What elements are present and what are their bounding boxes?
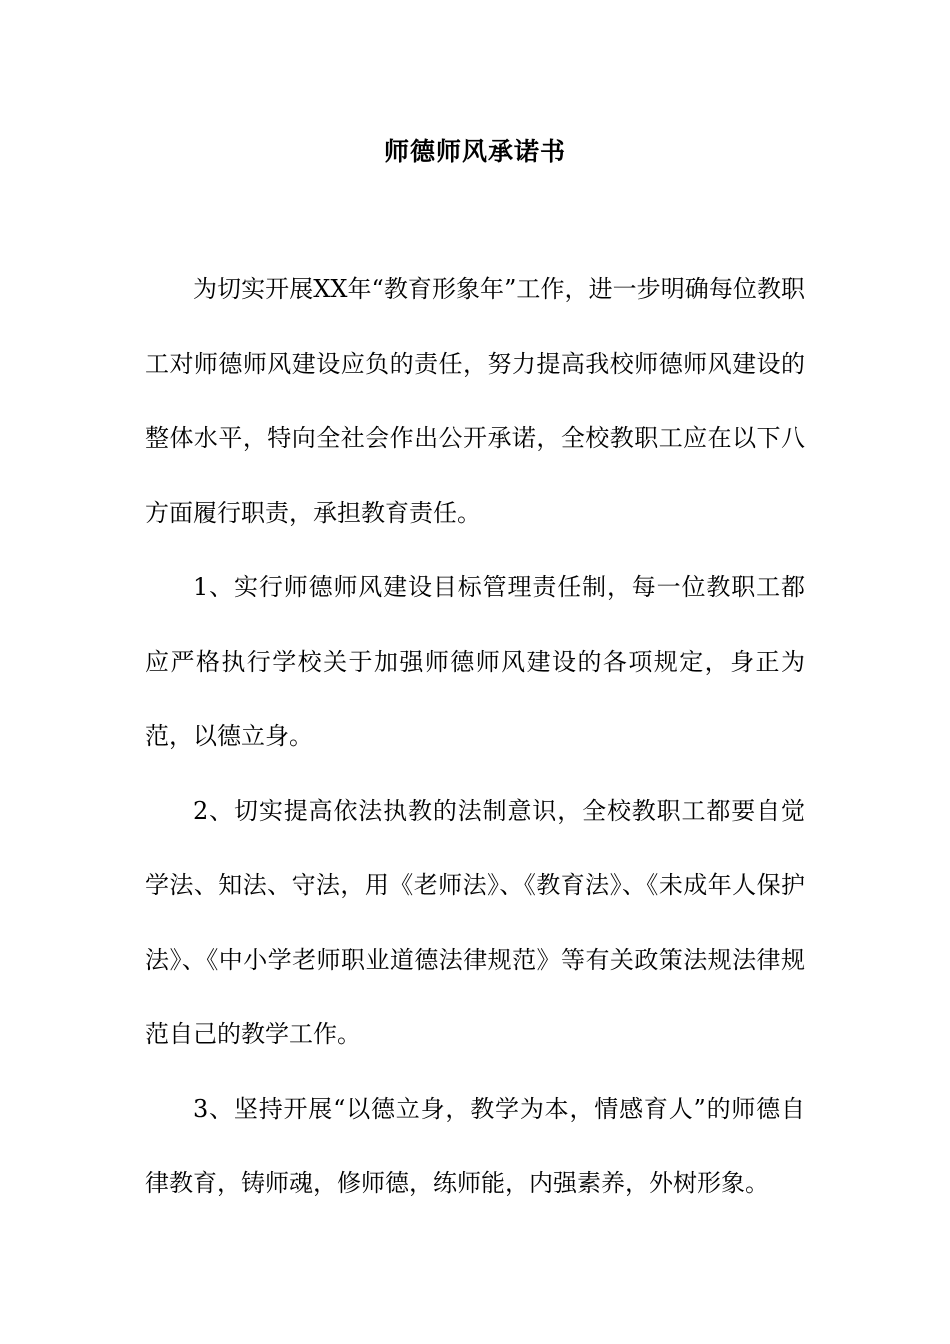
- paragraph-item-1: 1、实行师德师风建设目标管理责任制，每一位教职工都应严格执行学校关于加强师德师风建设的各项规定，身正为范，以德立身。: [145, 573, 805, 750]
- document-body: [145, 252, 805, 1221]
- paragraph-intro: 为切实开展XX年“教育形象年”工作，进一步明确每位教职工对师德师风建设应负的责任，努力提高我校师德师风建设的整体水平，特向全社会作出公开承诺，全校教职工应在以下八方面履行职责，承担教育责任。: [145, 275, 805, 527]
- document-title: 师德师风承诺书: [383, 137, 566, 166]
- paragraph-item-3: 3、坚持开展“以德立身，教学为本，情感育人”的师德自律教育，铸师魂，修师德，练师能，内强素养，外树形象。: [145, 1094, 805, 1197]
- paragraph-item-2: 2、切实提高依法执教的法制意识，全校教职工都要自觉学法、知法、守法，用《老师法》、《教育法》、《未成年人保护法》、《中小学老师职业道德法律规范》等有关政策法规法律规范自己的教学工作。: [145, 796, 805, 1048]
